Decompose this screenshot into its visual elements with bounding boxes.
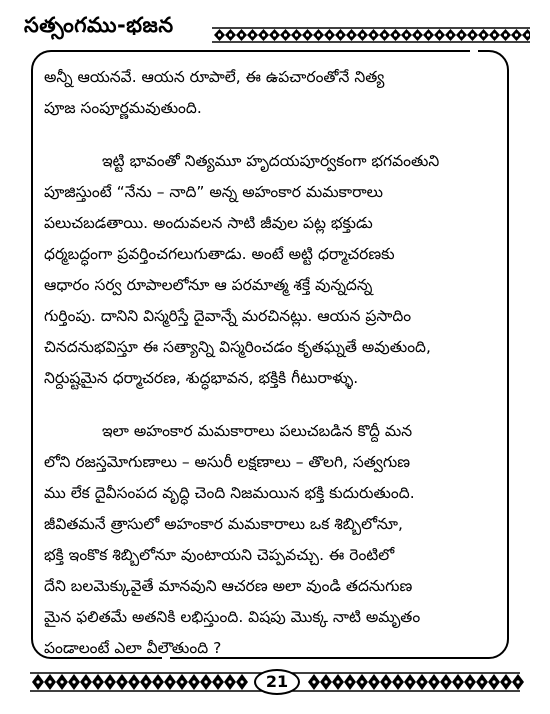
ornament-dot: [493, 33, 496, 36]
ornament-dot: [60, 680, 63, 683]
ornament-dot: [449, 33, 452, 36]
ornament-dot: [504, 680, 507, 683]
ornament-dot: [204, 680, 207, 683]
ornament-dot: [396, 680, 399, 683]
ornament-dot: [218, 33, 221, 36]
paragraph: [44, 416, 512, 664]
ornament-dot: [471, 33, 474, 36]
text-line: భక్తి ఇంకొక శిబ్బిలోనూ వుంటాయని చెప్పవచ్చు. ఈ రెంటిలో: [44, 546, 395, 564]
ornament-dot: [427, 33, 430, 36]
page-number: 21: [254, 669, 300, 695]
text-line: జీవితమనే త్రాసులో అహంకార మమకారాలు ఒక శిబ్బిలోనూ,: [44, 515, 403, 533]
ornament-dot: [438, 33, 441, 36]
ornament-dot: [432, 680, 435, 683]
page-header-title: సత్సంగము-భజన: [24, 13, 174, 37]
ornament-dot: [262, 33, 265, 36]
ornament-dot: [408, 680, 411, 683]
ornament-dot: [240, 33, 243, 36]
ornament-dot: [384, 680, 387, 683]
text-line: ఇలా అహంకార మమకారాలు పలుచబడిన కొద్దీ మన: [102, 422, 413, 440]
ornament-dot: [192, 680, 195, 683]
header-ornament-border: [212, 24, 530, 46]
ornament-dot: [306, 33, 309, 36]
ornament-dot: [273, 33, 276, 36]
text-line: పూజ సంపూర్ణమవుతుంది.: [44, 99, 202, 117]
ornament-dot: [180, 680, 183, 683]
text-line: నిర్దుష్టమైన ధర్మాచరణ, శుద్ధభావన, భక్తికి గీటురాళ్ళు.: [44, 369, 359, 387]
ornament-dot: [444, 680, 447, 683]
ornament-dot: [420, 680, 423, 683]
text-line: ము లేక దైవీసంపద వృద్ధి చెంది నిజమయిన భక్తి కుదురుతుంది.: [44, 484, 415, 502]
ornament-dot: [348, 680, 351, 683]
ornament-dot: [251, 33, 254, 36]
ornament-dot: [36, 680, 39, 683]
ornament-dot: [480, 680, 483, 683]
text-line: పూజిస్తుంటే “నేను – నాది” అన్న అహంకార మమకారాలు: [44, 183, 383, 201]
ornament-dot: [350, 33, 353, 36]
frame-notch-decoration: [470, 47, 478, 55]
ornament-dot: [515, 33, 518, 36]
ornament-dot: [482, 33, 485, 36]
ornament-dot: [295, 33, 298, 36]
ornament-dot: [492, 680, 495, 683]
ornament-dot: [339, 33, 342, 36]
ornament-dot: [48, 680, 51, 683]
ornament-dot: [120, 680, 123, 683]
paragraph: [44, 146, 512, 394]
ornament-dot: [284, 33, 287, 36]
ornament-dot: [72, 680, 75, 683]
ornament-dot: [383, 33, 386, 36]
ornament-dot: [394, 33, 397, 36]
ornament-dot: [460, 33, 463, 36]
ornament-dot: [336, 680, 339, 683]
ornament-dot: [84, 680, 87, 683]
text-line: ధర్మబద్ధంగా ప్రవర్తించగలుగుతాడు. అంటే అట్టి ధర్మాచరణకు: [44, 245, 395, 263]
text-line: పండాలంటే ఎలా వీలౌతుంది ?: [44, 639, 222, 657]
text-line: ఇట్టి భావంతో నిత్యమూ హృదయపూర్వకంగా భగవంతుని: [102, 152, 440, 170]
ornament-dot: [240, 680, 243, 683]
text-line: లోని రజస్తమోగుణాలు – అసురీ లక్షణాలు – తొలగి, సత్వగుణ: [44, 453, 411, 471]
ornament-dot: [156, 680, 159, 683]
ornament-dot: [108, 680, 111, 683]
ornament-dot: [312, 680, 315, 683]
ornament-dot: [416, 33, 419, 36]
ornament-dot: [372, 33, 375, 36]
text-line: పలుచబడతాయి. అందువలన సాటి జీవుల పట్ల భక్తుడు: [44, 214, 373, 232]
ornament-dot: [516, 680, 519, 683]
paragraph: [44, 62, 512, 124]
ornament-dot: [526, 33, 529, 36]
ornament-dot: [405, 33, 408, 36]
ornament-dot: [216, 680, 219, 683]
text-line: ఆధారం సర్వ రూపాలలోనూ ఆ పరమాత్మ శక్తే వున్నదన్న: [44, 276, 373, 294]
ornament-dot: [228, 680, 231, 683]
ornament-dot: [328, 33, 331, 36]
ornament-dot: [456, 680, 459, 683]
text-line: మైన ఫలితమే అతనికి లభిస్తుంది. విషపు మొక్క నాటి అమృతం: [44, 608, 421, 626]
text-line: అన్నీ ఆయనవే. ఆయన రూపాలే, ఈ ఉపచారంతోనే నిత్య: [44, 68, 385, 86]
text-line: గుర్తింపు. దానిని విస్మరిస్తే దైవాన్నే మరచినట్లు. ఆయన ప్రసాదిం: [44, 307, 412, 325]
ornament-dot: [324, 680, 327, 683]
text-line: దేని బలమెక్కువైతే మానవుని ఆచరణ అలా వుండి తదనుగుణ: [44, 577, 413, 595]
ornament-dot: [229, 33, 232, 36]
ornament-dot: [132, 680, 135, 683]
ornament-dot: [372, 680, 375, 683]
ornament-dot: [360, 680, 363, 683]
ornament-dot: [361, 33, 364, 36]
ornament-dot: [504, 33, 507, 36]
ornament-dot: [468, 680, 471, 683]
ornament-dot: [96, 680, 99, 683]
text-line: చినదనుభవిస్తూ ఈ సత్యాన్ని విస్మరించడం కృతఘ్నతే అవుతుంది,: [44, 338, 431, 356]
ornament-dot: [317, 33, 320, 36]
ornament-dot: [144, 680, 147, 683]
ornament-dot: [168, 680, 171, 683]
document-body: [44, 62, 512, 664]
